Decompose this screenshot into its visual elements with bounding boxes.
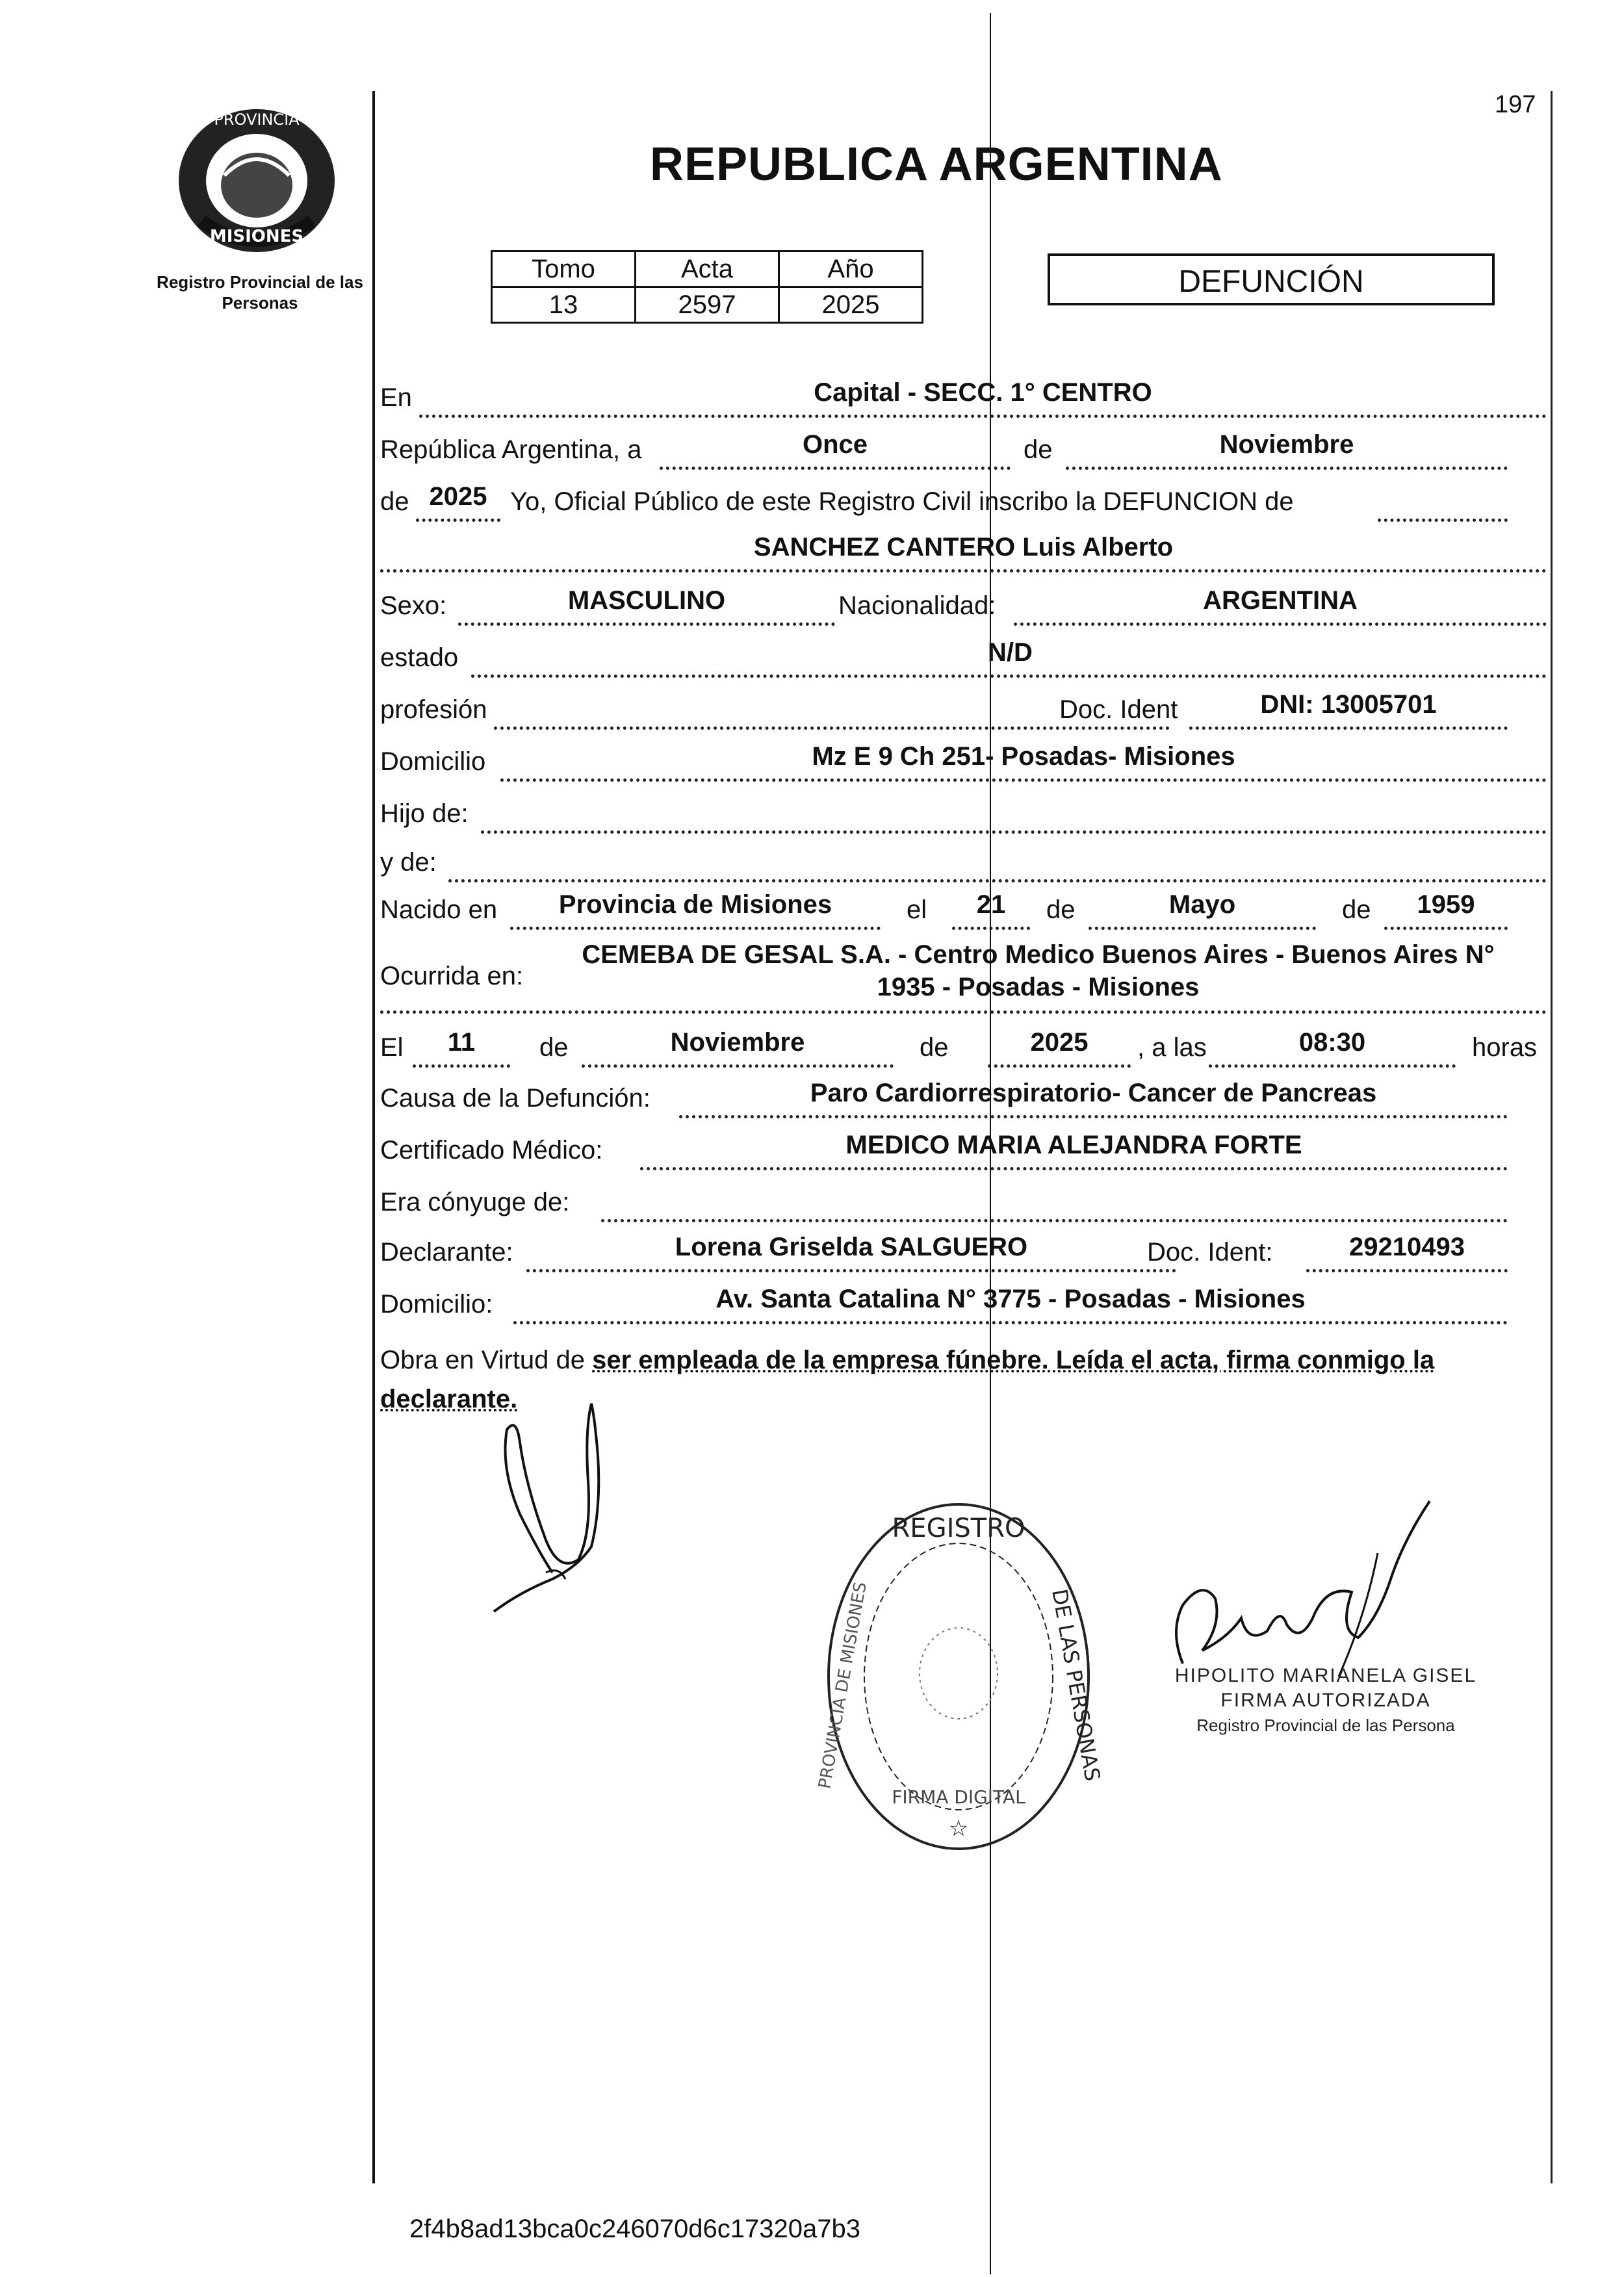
stamp-line-1: HIPOLITO MARIANELA GISEL <box>1174 1665 1477 1686</box>
right-margin-line <box>1551 91 1553 2183</box>
logo-text-top: PROVINCIA <box>214 110 300 129</box>
dotted-line <box>1306 1269 1508 1272</box>
label-profesion: profesión <box>380 695 487 724</box>
label-sexo: Sexo: <box>380 591 447 620</box>
row-ocurrida <box>380 939 1547 1010</box>
value-nacionalidad: ARGENTINA <box>1203 586 1358 615</box>
label-hijo: Hijo de: <box>380 799 469 828</box>
stamp-line-3: Registro Provincial de las Persona <box>1196 1716 1455 1735</box>
dotted-line <box>448 879 1547 882</box>
record-table <box>491 250 923 324</box>
label-doc-ident: Doc. Ident <box>1059 695 1178 724</box>
seal-text-left: PROVINCIA DE MISIONES <box>815 1580 871 1790</box>
dotted-line <box>471 675 1547 678</box>
label-de-4: de <box>539 1033 569 1062</box>
dotted-line <box>582 1064 894 1068</box>
label-de-3: de <box>1342 895 1371 924</box>
dotted-line <box>1066 467 1508 470</box>
dotted-line <box>952 927 1030 930</box>
row-lugar <box>380 377 1547 416</box>
seal-star-icon: ☆ <box>948 1816 969 1841</box>
row-fecha-defuncion <box>380 1027 1547 1066</box>
dotted-line <box>1384 927 1508 930</box>
value-nacido-en: Provincia de Misiones <box>558 890 832 919</box>
value-dni: DNI: 13005701 <box>1260 690 1437 719</box>
value-nac-mes: Mayo <box>1168 890 1236 919</box>
dotted-line <box>601 1219 1508 1222</box>
row-causa <box>380 1077 1547 1116</box>
label-de-year: de <box>380 487 409 516</box>
seal-text-bottom: FIRMA DIGITAL <box>892 1786 1025 1808</box>
row-anio <box>380 481 1547 520</box>
value-causa: Paro Cardiorrespiratorio- Cancer de Pancreas <box>810 1079 1377 1107</box>
value-lugar: Capital - SECC. 1° CENTRO <box>814 378 1152 407</box>
value-domicilio: Mz E 9 Ch 251- Posadas- Misiones <box>812 742 1235 771</box>
official-seal <box>815 1498 1105 1855</box>
dotted-line <box>481 830 1547 834</box>
dotted-line <box>988 1064 1131 1068</box>
label-obra: Obra en Virtud de <box>380 1346 586 1374</box>
table-header-acta: Acta <box>636 251 779 287</box>
row-yde <box>380 842 1547 881</box>
label-declarante: Declarante: <box>380 1238 513 1267</box>
row-declarante <box>380 1231 1547 1270</box>
dotted-line <box>380 569 1547 572</box>
label-domicilio: Domicilio <box>380 747 486 776</box>
dotted-line <box>640 1167 1508 1170</box>
label-de-5: de <box>920 1033 949 1062</box>
row-domicilio-declarante <box>380 1283 1547 1322</box>
provincial-logo <box>162 97 351 260</box>
label-en: En <box>380 383 412 412</box>
label-certificado: Certificado Médico: <box>380 1136 603 1164</box>
table-value-acta: 2597 <box>636 287 779 323</box>
document-hash: 2f4b8ad13bca0c246070d6c17320a7b3 <box>409 2215 861 2243</box>
label-conyuge: Era cónyuge de: <box>380 1188 570 1216</box>
dotted-line <box>380 1010 1547 1014</box>
label-republica: República Argentina, a <box>380 435 642 464</box>
label-estado: estado <box>380 643 459 672</box>
value-medico: MEDICO MARIA ALEJANDRA FORTE <box>845 1131 1302 1159</box>
label-oficial: Yo, Oficial Público de este Registro Civil inscribo la DEFUNCION de <box>510 487 1294 516</box>
label-ocurrida: Ocurrida en: <box>380 962 524 990</box>
value-declarante-dom: Av. Santa Catalina N° 3775 - Posadas - Misiones <box>715 1285 1306 1313</box>
document-type: DEFUNCIÓN <box>1048 253 1495 305</box>
label-de-2: de <box>1046 895 1076 924</box>
dotted-line <box>660 467 1011 470</box>
label-horas: horas <box>1472 1033 1538 1062</box>
label-el: el <box>907 895 927 924</box>
row-hijo <box>380 793 1547 832</box>
declarant-signature <box>481 1378 624 1625</box>
dotted-line <box>416 519 500 522</box>
seal-text-top: REGISTRO <box>892 1513 1025 1543</box>
dotted-line <box>510 927 881 930</box>
value-dia-letras: Once <box>802 430 868 459</box>
value-nac-dia: 21 <box>976 890 1006 919</box>
row-fecha <box>380 429 1547 468</box>
table-header-anio: Año <box>779 251 923 287</box>
row-certificado <box>380 1129 1547 1168</box>
value-sexo: MASCULINO <box>567 586 726 615</box>
value-obra-texto: ser empleada de la empresa fúnebre. Leída el acta, firma conmigo la declarante. <box>380 1346 1435 1413</box>
dotted-line <box>458 623 835 626</box>
value-ocurrida-1: CEMEBA DE GESAL S.A. - Centro Medico Buenos Aires - Buenos Aires N° <box>582 940 1495 969</box>
value-nombre: SANCHEZ CANTERO Luis Alberto <box>753 533 1174 561</box>
value-declarante: Lorena Griselda SALGUERO <box>675 1233 1028 1261</box>
registry-name: Registro Provincial de las Personas <box>157 272 363 313</box>
row-nacido <box>380 889 1547 928</box>
dotted-line <box>419 415 1547 418</box>
label-de: de <box>1024 435 1053 464</box>
value-def-anio: 2025 <box>1030 1028 1089 1057</box>
stamp-line-2: FIRMA AUTORIZADA <box>1220 1690 1431 1711</box>
value-mes: Noviembre <box>1219 430 1354 459</box>
page-number: 197 <box>1495 91 1536 118</box>
official-stamp <box>1144 1664 1508 1738</box>
value-estado: N/D <box>988 638 1033 667</box>
label-nacido: Nacido en <box>380 895 498 924</box>
row-sexo <box>380 585 1547 624</box>
dotted-line <box>513 1321 1508 1324</box>
value-ocurrida-2: 1935 - Posadas - Misiones <box>877 973 1200 1001</box>
label-nacionalidad: Nacionalidad: <box>838 591 996 620</box>
label-domicilio-2: Domicilio: <box>380 1290 493 1319</box>
seal-text-right: DE LAS PERSONAS <box>1047 1587 1105 1783</box>
label-yde: y de: <box>380 848 437 877</box>
row-profesion <box>380 689 1547 728</box>
row-domicilio <box>380 741 1547 780</box>
label-el-cap: El <box>380 1033 404 1062</box>
label-doc-ident-2: Doc. Ident: <box>1147 1238 1273 1267</box>
dotted-line <box>1189 727 1508 730</box>
value-nac-anio: 1959 <box>1417 890 1475 919</box>
label-causa: Causa de la Defunción: <box>380 1084 651 1113</box>
row-conyuge <box>380 1181 1547 1220</box>
dotted-line <box>494 727 1170 730</box>
row-estado <box>380 637 1547 676</box>
dotted-line <box>500 778 1547 782</box>
value-def-mes: Noviembre <box>670 1028 805 1057</box>
table-value-tomo: 13 <box>492 287 636 323</box>
dotted-line <box>679 1115 1508 1118</box>
value-declarante-doc: 29210493 <box>1349 1233 1465 1261</box>
dotted-line <box>1209 1064 1456 1068</box>
dotted-line <box>1014 623 1547 626</box>
value-hora: 08:30 <box>1298 1028 1366 1057</box>
dotted-line <box>1089 927 1316 930</box>
table-header-tomo: Tomo <box>492 251 636 287</box>
value-anio: 2025 <box>429 482 487 511</box>
dotted-line <box>526 1269 1176 1272</box>
logo-text-bottom: MISIONES <box>209 227 304 246</box>
row-nombre <box>380 532 1547 571</box>
value-def-dia: 11 <box>447 1028 476 1057</box>
dotted-line <box>413 1064 510 1068</box>
table-value-anio: 2025 <box>779 287 923 323</box>
country-title: REPUBLICA ARGENTINA <box>650 138 1223 190</box>
left-margin-line <box>372 91 375 2183</box>
dotted-line <box>1378 519 1508 522</box>
label-a-las: , a las <box>1137 1033 1207 1062</box>
